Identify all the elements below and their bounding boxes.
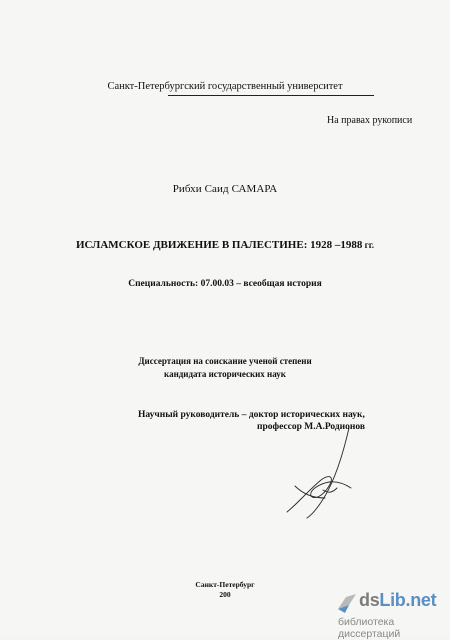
author-name: Рибхи Саид САМАРА [172,183,278,195]
handwritten-signature [285,424,365,524]
dissertation-title [0,239,450,251]
watermark-brand-suffix: Lib.net [379,590,437,610]
watermark-subtitle: библиотека диссертаций [338,616,401,640]
degree-line-2: кандидата исторических наук [164,369,286,379]
supervisor-line-1: Научный руководитель – доктор исторических наук, [138,410,365,420]
title-main: ИСЛАМСКОЕ ДВИЖЕНИЕ В ПАЛЕСТИНЕ: 1928 –1988 [75,239,363,251]
specialty-line: Специальность: 07.00.03 – всеобщая история [128,279,322,289]
manuscript-rights-note: На правах рукописи [327,115,413,126]
degree-line-1: Диссертация на соискание ученой степени [138,356,312,366]
university-underline [168,95,374,96]
supervisor-line-2: профессор М.А.Родионов [257,422,366,432]
publication-year: 200 [219,590,231,599]
watermark-brand-prefix: ds [359,590,380,610]
title-suffix: гг. [362,240,375,250]
dslib-logo-icon [336,591,358,615]
university-name: Санкт-Петербургский государственный университет [107,81,343,92]
publication-city: Санкт-Петербург [195,580,255,589]
watermark-brand [359,590,436,611]
dslib-watermark [336,590,446,640]
